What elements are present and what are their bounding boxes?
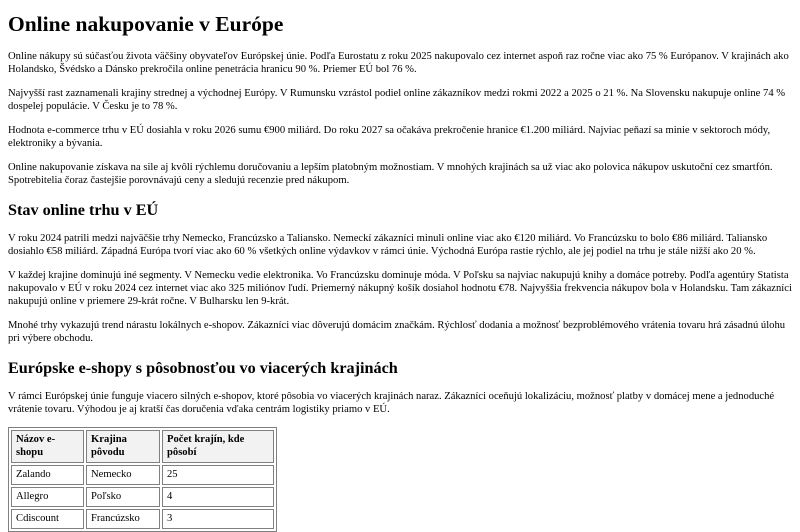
cell-origin-country: Nemecko (86, 465, 160, 485)
cell-shop-name: Allegro (11, 487, 84, 507)
table-row (11, 487, 274, 507)
intro-paragraph-3: Hodnota e-commerce trhu v EÚ dosiahla v roku 2026 sumu €900 miliárd. Do roku 2027 sa očakáva prekročenie hranice €1.200 miliárd. Najviac peňazí sa minie v sektoroch módy, elektroniky a bývania. (8, 125, 771, 149)
table-header-row (11, 430, 274, 463)
cell-country-count: 3 (162, 509, 274, 529)
column-header-shop-name: Názov e-shopu (11, 430, 84, 463)
cell-shop-name: Zalando (11, 465, 84, 485)
table-row (11, 509, 274, 529)
article (0, 11, 800, 532)
eshops-table (8, 427, 277, 532)
cell-country-count: 4 (162, 487, 274, 507)
shops-paragraph: V rámci Európskej únie funguje viacero silných e-shopov, ktoré pôsobia vo viacerých krajinách naraz. Zákazníci oceňujú lokalizáciu, možnosť platby v domácej mene a jednoduché vrátenie tovaru. Výhodou je aj kratší čas doručenia vďaka centrám logistiky priamo v EÚ. (8, 391, 775, 415)
cell-origin-country: Poľsko (86, 487, 160, 507)
cell-shop-name: Cdiscount (11, 509, 84, 529)
intro-paragraph-4: Online nakupovanie získava na sile aj kvôli rýchlemu doručovaniu a lepším platobným možnostiam. V mnohých krajinách sa už viac ako polovica nákupov uskutoční cez smartfón. Spotrebitelia čoraz častejšie porovnávajú ceny a sledujú recenzie pred nákupom. (8, 162, 773, 186)
cell-origin-country: Francúzsko (86, 509, 160, 529)
intro-paragraph-1: Online nákupy sú súčasťou života väčšiny obyvateľov Európskej únie. Podľa Eurostatu z roku 2025 nakupovalo cez internet aspoň raz ročne viac ako 75 % Európanov. V krajinách ako Holandsko, Švédsko a Dánsko prekročila online penetrácia hranicu 90 %. Priemer EÚ bol 76 %. (8, 51, 789, 75)
intro-paragraph-2: Najvyšší rast zaznamenali krajiny strednej a východnej Európy. V Rumunsku vzrástol podiel online zákazníkov medzi rokmi 2022 a 2025 o 21 %. Na Slovensku nakupuje online 74 % dospelej populácie. V Česku je to 78 %. (8, 88, 786, 112)
market-paragraph-1: V roku 2024 patrili medzi najväčšie trhy Nemecko, Francúzsko a Taliansko. Nemeckí zákazníci minuli online viac ako €120 miliárd. Vo Francúzsku to bolo €86 miliárd. Taliansko dosiahlo €58 miliárd. Západná Európa tvorí viac ako 60 % všetkých online výdavkov v rámci únie. Východná Európa rastie rýchlo, ale jej podiel na trhu je stále nižší ako 20 %. (8, 233, 768, 257)
section-heading-market: Stav online trhu v EÚ (8, 201, 159, 219)
table-row (11, 465, 274, 485)
section-heading-shops: Európske e-shopy s pôsobnosťou vo viacerých krajinách (8, 359, 398, 377)
column-header-origin-country: Krajina pôvodu (86, 430, 160, 463)
market-paragraph-2: V každej krajine dominujú iné segmenty. V Nemecku vedie elektronika. Vo Francúzsku dominuje móda. V Poľsku sa najviac nakupujú knihy a domáce potreby. Podľa agentúry Statista nakupovalo v EÚ v roku 2024 cez internet viac ako 325 miliónov ľudí. Priemerný nákupný košík dosiahol hodnotu €78. Najvyššia frekvencia nákupov bola v Holandsku. Tam zákazníci nakupujú online v priemere 29-krát ročne. V Bulharsku len 9-krát. (8, 270, 792, 307)
column-header-country-count: Počet krajín, kde pôsobí (162, 430, 274, 463)
market-paragraph-3: Mnohé trhy vykazujú trend nárastu lokálnych e-shopov. Zákazníci viac dôverujú domácim značkám. Rýchlosť dodania a možnosť bezproblémového vrátenia tovaru hrá zásadnú úlohu pri výbere obchodu. (8, 320, 786, 344)
page-title: Online nakupovanie v Európe (8, 12, 284, 36)
cell-country-count: 25 (162, 465, 274, 485)
